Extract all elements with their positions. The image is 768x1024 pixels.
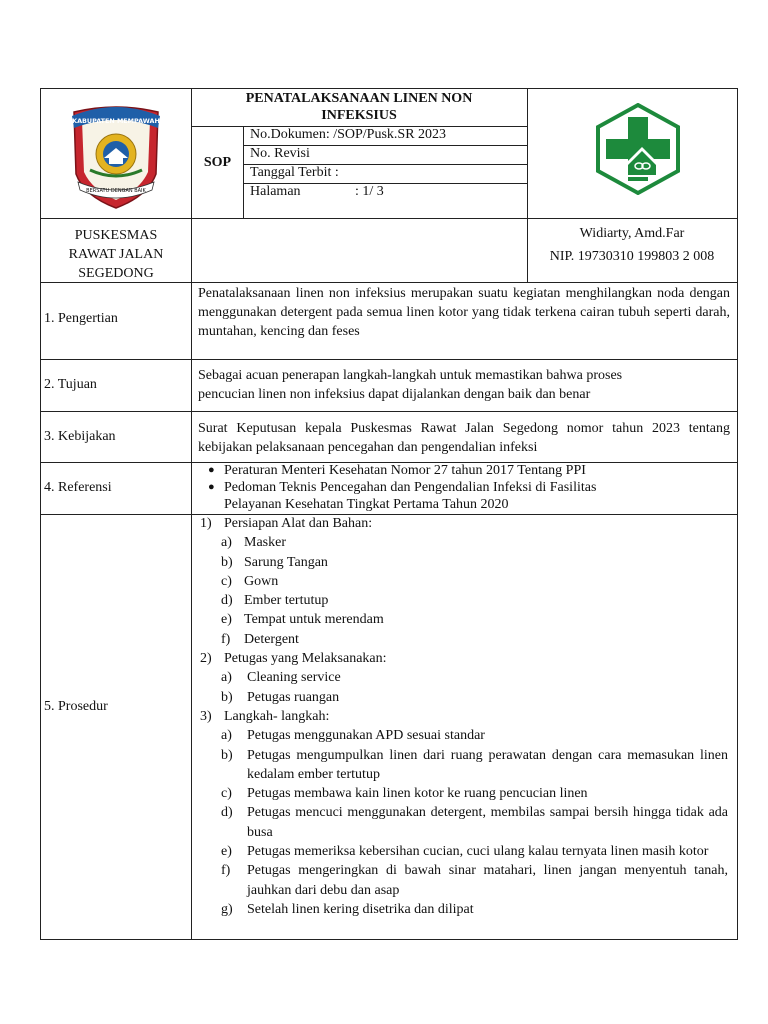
referensi-item bbox=[198, 462, 730, 479]
item-text: Petugas mengumpulkan linen dari ruang perawatan dengan cara memasukan linen kedalam ember tertutup bbox=[247, 747, 728, 782]
kabupaten-mempawah-emblem bbox=[68, 104, 164, 214]
section-label-pengertian: 1. Pengertian bbox=[44, 311, 118, 326]
prosedur-item bbox=[200, 803, 728, 842]
group-title-text: Persiapan Alat dan Bahan: bbox=[224, 516, 373, 531]
item-marker: b) bbox=[221, 554, 233, 570]
kebijakan-text: Surat Keputusan kepala Puskesmas Rawat Jalan Segedong nomor tahun 2023 tentang kebijakan pelaksanaan pencegahan dan pengendalian infeksi bbox=[198, 421, 730, 455]
org-name-line: PUSKESMAS bbox=[74, 228, 158, 243]
prosedur-group-title bbox=[200, 649, 728, 668]
item-marker: e) bbox=[221, 612, 232, 628]
item-marker: a) bbox=[221, 670, 232, 686]
document-title: PENATALAKSANAAN LINEN NON INFEKSIUS bbox=[245, 91, 473, 123]
item-marker: e) bbox=[221, 844, 232, 860]
item-text: Petugas mencuci menggunakan detergent, membilas sampai bersih hingga tidak ada busa bbox=[247, 805, 728, 840]
pengertian-text: Penatalaksanaan linen non infeksius merupakan suatu kegiatan menghilangkan noda dengan menggunakan detergent pada semua linen kotor yang tidak terkena cairan tubuh seperti darah, muntahan, kencing dan feses bbox=[198, 286, 730, 339]
group-number: 3) bbox=[200, 708, 212, 724]
org-name-line: RAWAT JALAN bbox=[68, 247, 164, 262]
item-marker: d) bbox=[221, 805, 233, 821]
item-marker: b) bbox=[221, 747, 233, 763]
item-marker: a) bbox=[221, 535, 232, 551]
item-text: Sarung Tangan bbox=[244, 554, 328, 570]
prosedur-item bbox=[200, 553, 728, 572]
prosedur-item bbox=[200, 572, 728, 591]
tujuan-line: pencucian linen non infeksius dapat dijalankan dengan baik dan benar bbox=[198, 387, 591, 402]
group-number: 2) bbox=[200, 651, 212, 667]
doc-number-field: No.Dokumen: /SOP/Pusk.SR 2023 bbox=[250, 127, 447, 142]
section-label-kebijakan: 3. Kebijakan bbox=[44, 429, 116, 444]
prosedur-item bbox=[200, 861, 728, 900]
referensi-item-text: Peraturan Menteri Kesehatan Nomor 27 tahun 2017 Tentang PPI bbox=[224, 463, 586, 478]
item-text: Petugas membawa kain linen kotor ke ruang pencucian linen bbox=[247, 786, 588, 802]
item-text: Masker bbox=[244, 535, 286, 551]
item-marker: b) bbox=[221, 689, 233, 705]
prosedur-item bbox=[200, 591, 728, 610]
item-text: Detergent bbox=[244, 631, 299, 647]
item-text: Petugas menggunakan APD sesuai standar bbox=[247, 728, 485, 744]
prosedur-group-title bbox=[200, 514, 728, 533]
section-label-prosedur: 5. Prosedur bbox=[44, 699, 108, 714]
org-name bbox=[42, 226, 190, 283]
referensi-list bbox=[198, 462, 730, 513]
item-text: Petugas mengeringkan di bawah sinar matahari, linen jangan menyentuh tanah, jauhkan dari debu dan asap bbox=[247, 863, 728, 898]
section-label-referensi: 4. Referensi bbox=[44, 480, 112, 495]
revision-field: No. Revisi bbox=[250, 146, 310, 161]
item-text: Cleaning service bbox=[247, 670, 341, 686]
item-text: Ember tertutup bbox=[244, 593, 329, 609]
prosedur-item bbox=[200, 784, 728, 803]
group-title-text: Petugas yang Melaksanakan: bbox=[224, 651, 387, 667]
prosedur-item bbox=[200, 688, 728, 707]
group-title-text: Langkah- langkah: bbox=[224, 708, 330, 724]
item-marker: c) bbox=[221, 573, 232, 589]
item-text: Petugas ruangan bbox=[247, 689, 340, 705]
prosedur-item bbox=[200, 842, 728, 861]
signer-name: Widiarty, Amd.Far bbox=[579, 226, 685, 241]
item-marker: f) bbox=[221, 863, 231, 879]
prosedur-item bbox=[200, 533, 728, 552]
item-marker: d) bbox=[221, 593, 233, 609]
prosedur-item bbox=[200, 900, 728, 919]
prosedur-item bbox=[200, 610, 728, 629]
prosedur-item bbox=[200, 630, 728, 649]
sop-label: SOP bbox=[203, 155, 232, 170]
signer-nip: NIP. 19730310 199803 2 008 bbox=[549, 249, 715, 264]
prosedur-item bbox=[200, 726, 728, 745]
referensi-item-text: Pedoman Teknis Pencegahan dan Pengendalian Infeksi di Fasilitas Pelayanan Kesehatan Tingkat Pertama Tahun 2020 bbox=[224, 480, 597, 512]
group-number: 1) bbox=[200, 516, 212, 531]
item-text: Tempat untuk merendam bbox=[244, 612, 384, 628]
item-text: Setelah linen kering disetrika dan dilipat bbox=[247, 901, 474, 917]
referensi-item bbox=[198, 479, 730, 513]
org-name-line: SEGEDONG bbox=[78, 266, 154, 281]
section-label-tujuan: 2. Tujuan bbox=[44, 377, 97, 392]
puskesmas-logo bbox=[592, 103, 684, 195]
item-marker: a) bbox=[221, 728, 232, 744]
item-marker: g) bbox=[221, 901, 233, 917]
svg-text:KABUPATEN MEMPAWAH: KABUPATEN MEMPAWAH bbox=[72, 117, 160, 125]
prosedur-item bbox=[200, 668, 728, 687]
page-field-label: Halaman bbox=[250, 184, 301, 199]
item-marker: f) bbox=[221, 631, 231, 647]
page-field-value: : 1/ 3 bbox=[355, 184, 384, 199]
item-text: Gown bbox=[244, 573, 279, 589]
svg-text:BERSATU DENGAN BAIK: BERSATU DENGAN BAIK bbox=[86, 188, 146, 194]
bullet-icon: ● bbox=[208, 464, 215, 476]
item-marker: c) bbox=[221, 786, 232, 802]
prosedur-group-title bbox=[200, 707, 728, 726]
tujuan-text bbox=[198, 366, 730, 404]
issue-date-field: Tanggal Terbit : bbox=[250, 165, 339, 180]
tujuan-line: Sebagai acuan penerapan langkah-langkah untuk memastikan bahwa proses bbox=[198, 368, 623, 383]
bullet-icon: ● bbox=[208, 481, 215, 493]
prosedur-item bbox=[200, 746, 728, 785]
item-text: Petugas memeriksa kebersihan cucian, cuci ulang kalau ternyata linen masih kotor bbox=[247, 844, 709, 860]
prosedur-body bbox=[200, 514, 728, 919]
